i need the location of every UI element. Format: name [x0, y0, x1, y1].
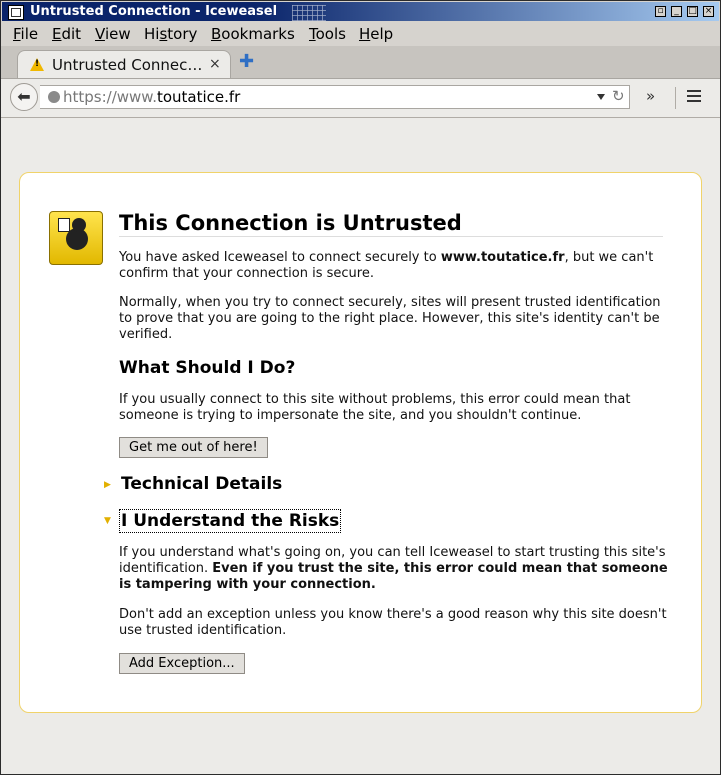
- warning-icon: [30, 58, 44, 71]
- tab-untrusted-connection[interactable]: [17, 50, 231, 78]
- menu-help[interactable]: [359, 25, 393, 43]
- title-bar-texture: [292, 5, 326, 21]
- menu-file-accel: F: [13, 25, 21, 43]
- hamburger-menu-icon[interactable]: [687, 90, 701, 102]
- tab-close-icon[interactable]: ×: [209, 56, 221, 72]
- tab-label: Untrusted Connec…: [52, 56, 203, 74]
- tab-strip: [1, 46, 720, 79]
- title-bar[interactable]: [2, 2, 719, 21]
- risks-expand-icon[interactable]: ▼: [104, 516, 111, 526]
- menu-tools[interactable]: [309, 25, 346, 43]
- certificate-error-icon: [49, 211, 103, 265]
- menu-help-label: elp: [370, 25, 394, 43]
- minimize-button[interactable]: _: [671, 6, 682, 17]
- intro-text-post: , but we can't confirm that your connection is secure.: [119, 250, 654, 281]
- maximize-button[interactable]: □: [688, 6, 697, 16]
- menu-bookmarks-label: ookmarks: [221, 25, 295, 43]
- menu-history[interactable]: [144, 25, 197, 43]
- error-page-container: [19, 172, 702, 713]
- menu-help-accel: H: [359, 25, 371, 43]
- exception-warning-text: Don't add an exception unless you know there's a good reason why this site doesn't use trusted identification.: [119, 607, 667, 638]
- technical-details-heading[interactable]: Technical Details: [121, 474, 283, 494]
- intro-text-pre: You have asked Iceweasel to connect securely to: [119, 250, 441, 265]
- normally-text: Normally, when you try to connect securely, sites will present trusted identification to prove that you are going to the right place. However, this site's identity can't be verified.: [119, 295, 661, 342]
- menu-tools-label: ools: [315, 25, 346, 43]
- risks-text-bold: Even if you trust the site, this error could mean that someone is tampering with your connection.: [119, 561, 668, 592]
- risks-text-pre: If you understand what's going on, you can tell Iceweasel to start trusting this site's identification.: [119, 545, 666, 576]
- menu-edit-label: dit: [61, 25, 82, 43]
- menu-tools-accel: T: [309, 25, 316, 43]
- url-bar[interactable]: [40, 85, 630, 109]
- what-should-i-do-text: If you usually connect to this site without problems, this error could mean that someone is trying to impersonate the site, and you shouldn't continue.: [119, 392, 631, 423]
- menu-view-label: iew: [104, 25, 131, 43]
- url-history-dropdown-icon[interactable]: [597, 94, 605, 100]
- url-text[interactable]: [63, 88, 240, 106]
- page-title: This Connection is Untrusted: [119, 211, 462, 235]
- title-divider: [119, 236, 663, 237]
- get-me-out-button[interactable]: Get me out of here!: [119, 437, 268, 458]
- menu-history-accel: s: [159, 25, 168, 43]
- menu-history-pre: Hi: [144, 25, 160, 43]
- back-button[interactable]: ⬅: [10, 83, 38, 111]
- menu-bookmarks[interactable]: [211, 25, 295, 43]
- add-exception-button[interactable]: Add Exception...: [119, 653, 245, 674]
- shade-button[interactable]: ▫: [655, 6, 666, 17]
- new-tab-icon[interactable]: ✚: [239, 51, 255, 72]
- reload-icon[interactable]: ↻: [612, 87, 625, 105]
- intro-text: [119, 250, 669, 282]
- risks-text: [119, 545, 669, 593]
- what-should-i-do-heading: What Should I Do?: [119, 358, 296, 378]
- technical-details-expand-icon[interactable]: ▶: [104, 480, 111, 490]
- menu-file-label: ile: [20, 25, 39, 43]
- navigation-toolbar: [1, 79, 720, 118]
- menu-bar: [1, 22, 720, 46]
- url-scheme: https://www.: [63, 88, 157, 106]
- understand-risks-heading[interactable]: I Understand the Risks: [121, 511, 340, 531]
- globe-icon[interactable]: [48, 91, 60, 103]
- menu-file[interactable]: [13, 25, 38, 43]
- toolbar-separator: [675, 87, 676, 109]
- page-content: [1, 118, 720, 774]
- intro-domain: www.toutatice.fr: [440, 250, 565, 265]
- menu-view[interactable]: [95, 25, 131, 43]
- url-domain: toutatice.fr: [156, 88, 241, 106]
- window-title: Untrusted Connection - Iceweasel: [30, 4, 278, 19]
- window-menu-icon[interactable]: [8, 5, 24, 20]
- menu-edit-accel: E: [52, 25, 62, 43]
- menu-bookmarks-accel: B: [211, 25, 222, 43]
- menu-history-label: tory: [167, 25, 198, 43]
- close-window-button[interactable]: ×: [704, 6, 713, 16]
- menu-view-accel: V: [95, 25, 105, 43]
- menu-edit[interactable]: [52, 25, 81, 43]
- toolbar-overflow-icon[interactable]: »: [646, 87, 656, 105]
